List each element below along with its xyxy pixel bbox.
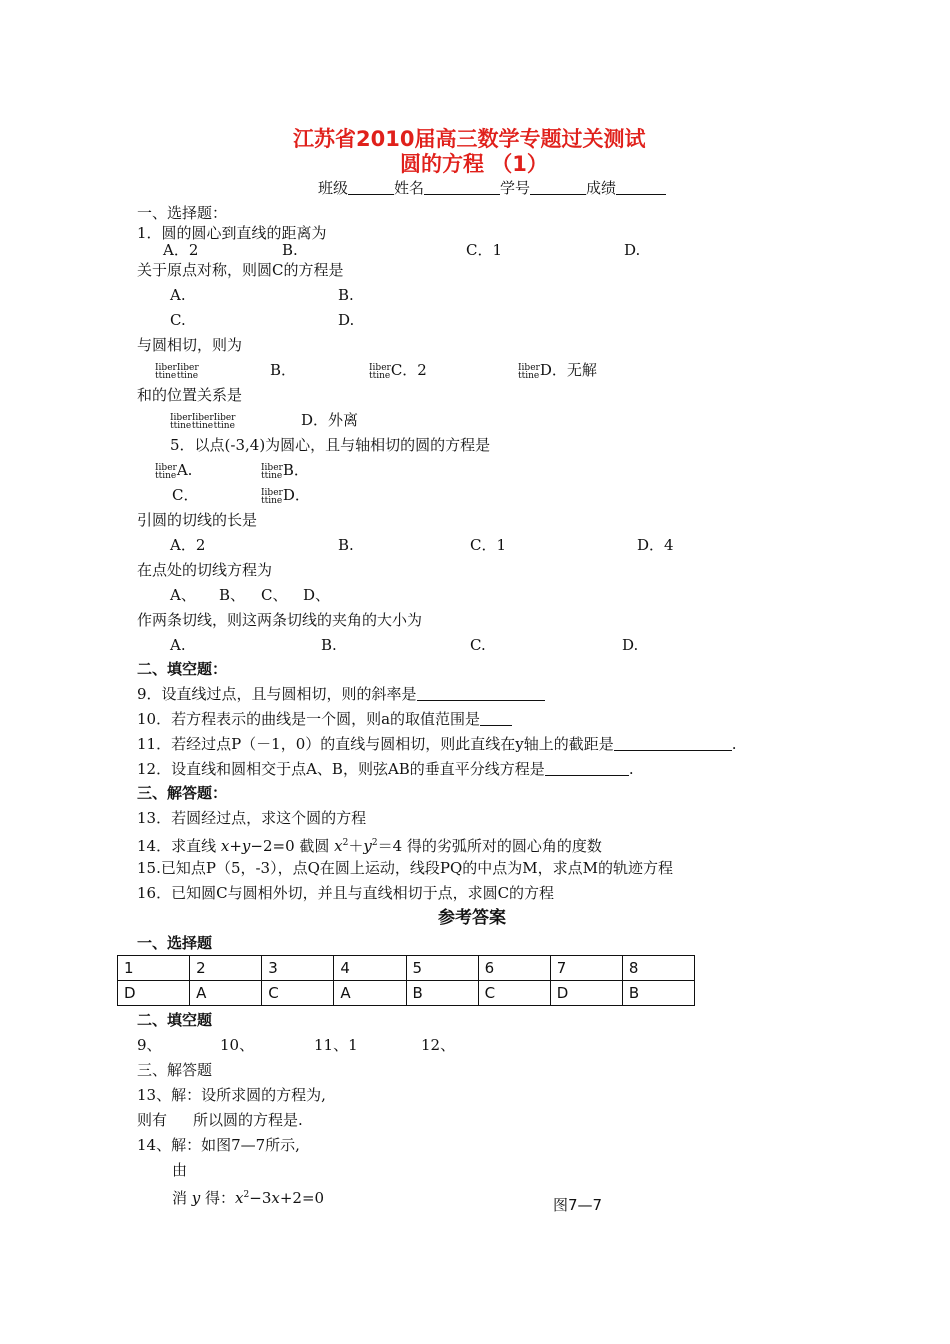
q3-opt-a-placeholder [155, 360, 199, 380]
ans-fill-10: 10、 [220, 1036, 255, 1054]
section-fill: 二、填空题： [137, 660, 228, 678]
q8-opt-b: B. [321, 636, 337, 654]
missing-formula-glyph: Iiber ttine [261, 488, 283, 506]
table-cell: C [262, 981, 334, 1006]
answer-title: 参考答案 [438, 908, 506, 928]
number-blank[interactable] [530, 180, 586, 195]
q12-line: 12．设直线和圆相交于点A、B，则弦AB的垂直平分线方程是 . [137, 760, 634, 778]
q7-opt-a: A、 [170, 586, 196, 604]
section-choice: 一、选择题： [137, 204, 228, 222]
q9-text: 9．设直线过点，且与圆相切，则的斜率是 [137, 685, 417, 703]
table-cell: 6 [478, 956, 550, 981]
q14-text: 14．求直线 x+y−2=0 截圆 $x^2+y^2=4$ 得的劣弧所对的圆心角的度数 [137, 837, 602, 855]
q3-opt-d-wrap [518, 360, 597, 380]
q1-opt-b: B. [282, 241, 298, 259]
q8-opt-c: C. [470, 636, 486, 654]
q10-text: 10．若方程表示的曲线是一个圆，则a的取值范围是 [137, 710, 481, 728]
missing-formula-glyph: Iiber ttine [170, 413, 192, 431]
q1-opt-a: A．2 [163, 241, 199, 259]
answer-section-fill: 二、填空题 [137, 1011, 213, 1029]
missing-formula-glyph: Iiber ttine [518, 363, 540, 381]
ans-14-line3: 消 y 得：$x^2-3x+2=0$ [172, 1189, 325, 1207]
page-subtitle: 圆的方程 （1） [400, 152, 548, 176]
table-cell: C [478, 981, 550, 1006]
q5-opt-a: A. [176, 461, 193, 479]
q10-blank[interactable] [480, 711, 512, 726]
missing-formula-glyph: Iiber ttine [369, 363, 391, 381]
table-cell: 3 [262, 956, 334, 981]
missing-formula-glyph: Iiber ttine [261, 463, 283, 481]
table-cell: 7 [550, 956, 622, 981]
q9-blank[interactable] [417, 686, 545, 701]
figure-label: 图7—7 [553, 1196, 603, 1214]
q11-blank[interactable] [614, 736, 732, 751]
q2-text: 关于原点对称，则圆C的方程是 [137, 261, 344, 279]
q3-opt-c: C．2 [390, 361, 427, 379]
q2-opt-c: C. [170, 311, 186, 329]
q9-line [137, 684, 545, 704]
class-blank[interactable] [348, 180, 394, 195]
table-cell: 1 [118, 956, 190, 981]
q6-text: 引圆的切线的长是 [137, 511, 258, 529]
section-solve: 三、解答题： [137, 784, 228, 802]
table-cell: 4 [334, 956, 406, 981]
missing-formula-glyph: Iiber ttine [176, 363, 199, 381]
q6-opt-a: A．2 [170, 536, 206, 554]
q7-text: 在点处的切线方程为 [137, 561, 273, 579]
q6-opt-c: C．1 [470, 536, 507, 554]
q1-text: 1．圆的圆心到直线的距离为 [137, 224, 327, 242]
score-blank[interactable] [616, 180, 666, 195]
name-blank[interactable] [424, 180, 500, 195]
table-cell: 8 [622, 956, 694, 981]
table-row [118, 981, 695, 1006]
q7-opt-d: D、 [303, 586, 331, 604]
q5-opt-b-wrap [261, 460, 309, 480]
ans-14-line2: 由 [172, 1161, 188, 1179]
q10-line [137, 709, 512, 729]
q8-text: 作两条切线，则这两条切线的夹角的大小为 [137, 611, 423, 629]
q3-opt-d: D．无解 [539, 361, 597, 379]
q15-text: 15.已知点P（5，-3），点Q在圆上运动，线段PQ的中点为M，求点M的轨迹方程 [137, 859, 674, 877]
q4-text: 和的位置关系是 [137, 386, 243, 404]
answer-section-solve: 三、解答题 [137, 1061, 213, 1079]
q5-opt-b: B． [282, 461, 309, 479]
missing-formula-glyph: Iiber ttine [155, 463, 177, 481]
q2-opt-b: B. [338, 286, 354, 304]
q2-opt-d: D. [338, 311, 355, 329]
q7-opt-b: B、 [219, 586, 246, 604]
q13-text: 13．若圆经过点，求这个圆的方程 [137, 809, 367, 827]
score-label: 成绩 [586, 179, 617, 197]
q4-opt-d: D．外离 [301, 411, 359, 429]
student-info-line [318, 178, 666, 198]
q5-opt-c: C． [172, 486, 199, 504]
q4-opts-placeholder [170, 410, 235, 430]
ans-fill-12: 12、 [421, 1036, 456, 1054]
q7-opt-c: C、 [261, 586, 288, 604]
missing-formula-glyph: Iiber ttine [155, 363, 177, 381]
q1-opt-d: D. [624, 241, 641, 259]
q2-opt-a: A. [170, 286, 186, 304]
q12-blank[interactable] [545, 761, 629, 776]
page-title: 江苏省2010届高三数学专题过关测试 [293, 127, 646, 151]
ans-fill-11: 11、1 [314, 1036, 358, 1054]
q5-text: 5．以点(-3,4)为圆心，且与轴相切的圆的方程是 [170, 436, 491, 454]
table-row [118, 956, 695, 981]
q6-opt-d: D．4 [637, 536, 674, 554]
number-label: 学号 [500, 179, 531, 197]
table-cell: D [550, 981, 622, 1006]
table-cell: A [190, 981, 262, 1006]
q3-opt-b: B． [270, 361, 297, 379]
q5-opt-a-wrap [155, 460, 192, 480]
table-cell: 2 [190, 956, 262, 981]
ans-fill-9: 9、 [137, 1036, 162, 1054]
q5-opt-d: D． [282, 486, 310, 504]
q8-opt-d: D. [622, 636, 639, 654]
answer-table [117, 955, 695, 1006]
table-cell: 5 [406, 956, 478, 981]
q11-line: 11．若经过点P（－1，0）的直线与圆相切，则此直线在y轴上的截距是 . [137, 735, 737, 753]
q3-opt-c-wrap [369, 360, 427, 380]
table-cell: B [622, 981, 694, 1006]
name-label: 姓名 [394, 179, 425, 197]
q6-opt-b: B. [338, 536, 354, 554]
q3-text: 与圆相切，则为 [137, 336, 243, 354]
missing-formula-glyph: Iiber ttine [191, 413, 214, 431]
table-cell: D [118, 981, 190, 1006]
q5-opt-d-wrap [261, 485, 310, 505]
answer-section-choice: 一、选择题 [137, 934, 213, 952]
q8-opt-a: A. [170, 636, 186, 654]
q16-text: 16．已知圆C与圆相外切，并且与直线相切于点，求圆C的方程 [137, 884, 555, 902]
q12-text: 12．设直线和圆相交于点A、B，则弦AB的垂直平分线方程是 [137, 760, 545, 778]
ans-13-line1: 13、解：设所求圆的方程为, [137, 1086, 326, 1104]
ans-13-line2: 则有 所以圆的方程是. [137, 1111, 303, 1129]
ans-14-line1: 14、解：如图7—7所示, [137, 1136, 300, 1154]
table-cell: A [334, 981, 406, 1006]
missing-formula-glyph: Iiber ttine [213, 413, 236, 431]
table-cell: B [406, 981, 478, 1006]
q11-text: 11．若经过点P（－1，0）的直线与圆相切，则此直线在y轴上的截距是 [137, 735, 614, 753]
q1-opt-c: C．1 [466, 241, 503, 259]
class-label: 班级 [318, 179, 349, 197]
